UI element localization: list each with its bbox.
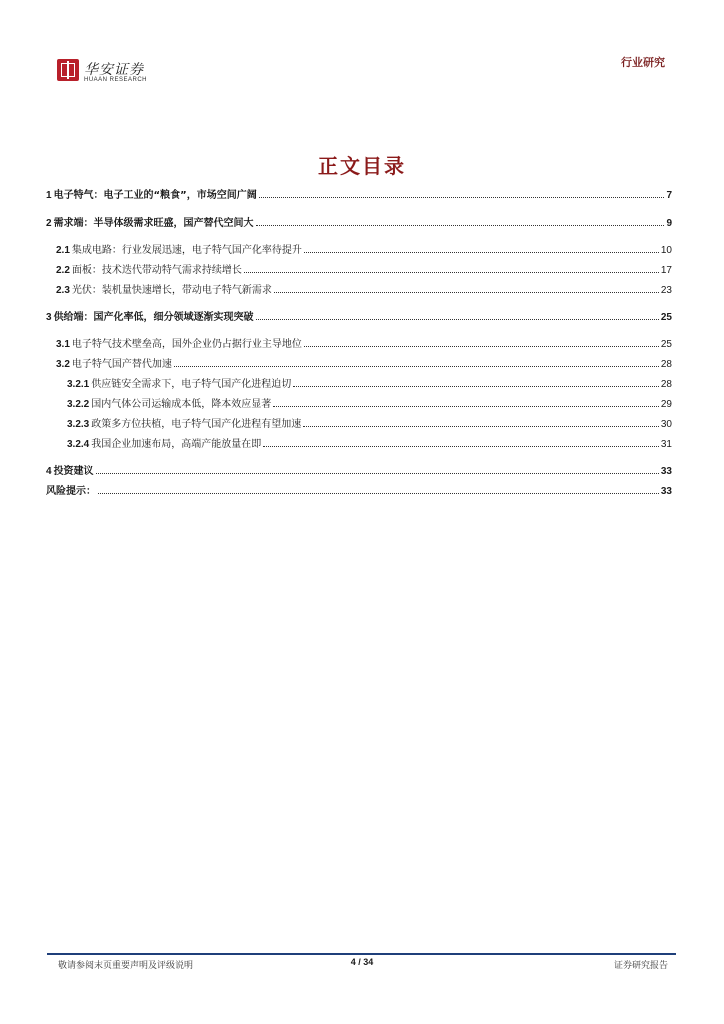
toc-entry-number: 3 — [46, 312, 52, 323]
footer-report-type: 证券研究报告 — [613, 961, 668, 971]
toc-entry[interactable] — [46, 484, 672, 500]
toc-entry-number: 3.2.1 — [67, 379, 90, 390]
toc-entry-number: 2.1 — [56, 245, 70, 256]
toc-entry[interactable] — [46, 310, 672, 326]
toc-entry[interactable] — [46, 216, 672, 232]
toc-entry[interactable] — [46, 377, 672, 393]
page-number: 4 / 34 — [350, 957, 374, 967]
toc-entry-title: 投资建议 — [53, 466, 94, 477]
report-category-label: 行业研究 — [621, 56, 665, 69]
toc-entry[interactable] — [46, 263, 672, 279]
toc-entry-title: 政策多方位扶植，电子特气国产化进程有望加速 — [91, 419, 302, 430]
toc-entry-title: 风险提示： — [46, 486, 96, 497]
toc-dot-leader — [304, 243, 659, 253]
toc-dot-leader — [256, 216, 665, 226]
toc-entry-number: 2 — [46, 218, 52, 229]
toc-dot-leader — [274, 283, 659, 293]
toc-entry-page: 25 — [660, 312, 672, 323]
toc-entry-title: 集成电路：行业发展迅速，电子特气国产化率待提升 — [71, 245, 302, 256]
toc-entry-page: 33 — [660, 466, 672, 477]
logo-english-name: HUAAN RESEARCH — [84, 77, 148, 83]
logo-seal-icon — [57, 59, 79, 81]
toc-entry-page: 31 — [660, 439, 672, 450]
toc-dot-leader — [304, 337, 659, 347]
toc-entry[interactable] — [46, 397, 672, 413]
toc-dot-leader — [98, 484, 659, 494]
toc-entry-number: 3.2.2 — [67, 399, 90, 410]
toc-entry-number: 4 — [46, 466, 52, 477]
company-logo — [57, 59, 217, 89]
toc-dot-leader — [303, 417, 659, 427]
toc-entry-number: 3.2.3 — [67, 419, 90, 430]
toc-entry[interactable] — [46, 243, 672, 259]
toc-entry[interactable] — [46, 437, 672, 453]
toc-entry-title: 面板：技术迭代带动特气需求持续增长 — [71, 265, 242, 276]
toc-entry-page: 28 — [660, 379, 672, 390]
toc-entry[interactable] — [46, 357, 672, 373]
toc-entry[interactable] — [46, 188, 672, 204]
toc-entry[interactable] — [46, 417, 672, 433]
toc-entry[interactable] — [46, 337, 672, 353]
toc-dot-leader — [273, 397, 659, 407]
toc-entry-title: 我国企业加速布局，高端产能放量在即 — [91, 439, 262, 450]
footer-disclaimer: 敬请参阅末页重要声明及评级说明 — [58, 961, 194, 971]
toc-entry-page: 23 — [660, 285, 672, 296]
toc-entry-number: 1 — [46, 190, 52, 201]
toc-entry-title: 国内气体公司运输成本低，降本效应显著 — [91, 399, 272, 410]
toc-entry-page: 25 — [660, 339, 672, 350]
toc-entry-title: 电子特气：电子工业的“粮食”，市场空间广阔 — [53, 190, 257, 201]
toc-entry-number: 3.2.4 — [67, 439, 90, 450]
toc-entry[interactable] — [46, 464, 672, 480]
toc-dot-leader — [263, 437, 659, 447]
toc-dot-leader — [96, 464, 659, 474]
toc-entry-page: 17 — [660, 265, 672, 276]
toc-entry-page: 9 — [666, 218, 672, 229]
toc-title: 正文目录 — [318, 154, 406, 178]
toc-dot-leader — [256, 310, 659, 320]
toc-dot-leader — [174, 357, 659, 367]
toc-entry-title: 电子特气国产替代加速 — [71, 359, 172, 370]
toc-entry-page: 7 — [666, 190, 672, 201]
toc-entry-page: 29 — [660, 399, 672, 410]
toc-entry-page: 28 — [660, 359, 672, 370]
toc-dot-leader — [244, 263, 659, 273]
toc-entry-number: 2.3 — [56, 285, 70, 296]
toc-entry-title: 光伏：装机量快速增长，带动电子特气新需求 — [71, 285, 272, 296]
toc-entry-title: 供给端：国产化率低，细分领域逐渐实现突破 — [53, 312, 254, 323]
toc-entry-page: 30 — [660, 419, 672, 430]
toc-entry-title: 需求端：半导体级需求旺盛，国产替代空间大 — [53, 218, 254, 229]
toc-entry[interactable] — [46, 283, 672, 299]
toc-dot-leader — [259, 188, 665, 198]
toc-entry-number: 3.1 — [56, 339, 70, 350]
footer-divider — [47, 953, 676, 955]
toc-entry-number: 2.2 — [56, 265, 70, 276]
toc-dot-leader — [293, 377, 659, 387]
logo-chinese-name: 华安证券 — [84, 62, 144, 78]
toc-entry-title: 供应链安全需求下，电子特气国产化进程迫切 — [91, 379, 292, 390]
toc-entry-page: 10 — [660, 245, 672, 256]
toc-entry-number: 3.2 — [56, 359, 70, 370]
toc-entry-title: 电子特气技术壁垒高，国外企业仍占据行业主导地位 — [71, 339, 302, 350]
toc-entry-page: 33 — [660, 486, 672, 497]
